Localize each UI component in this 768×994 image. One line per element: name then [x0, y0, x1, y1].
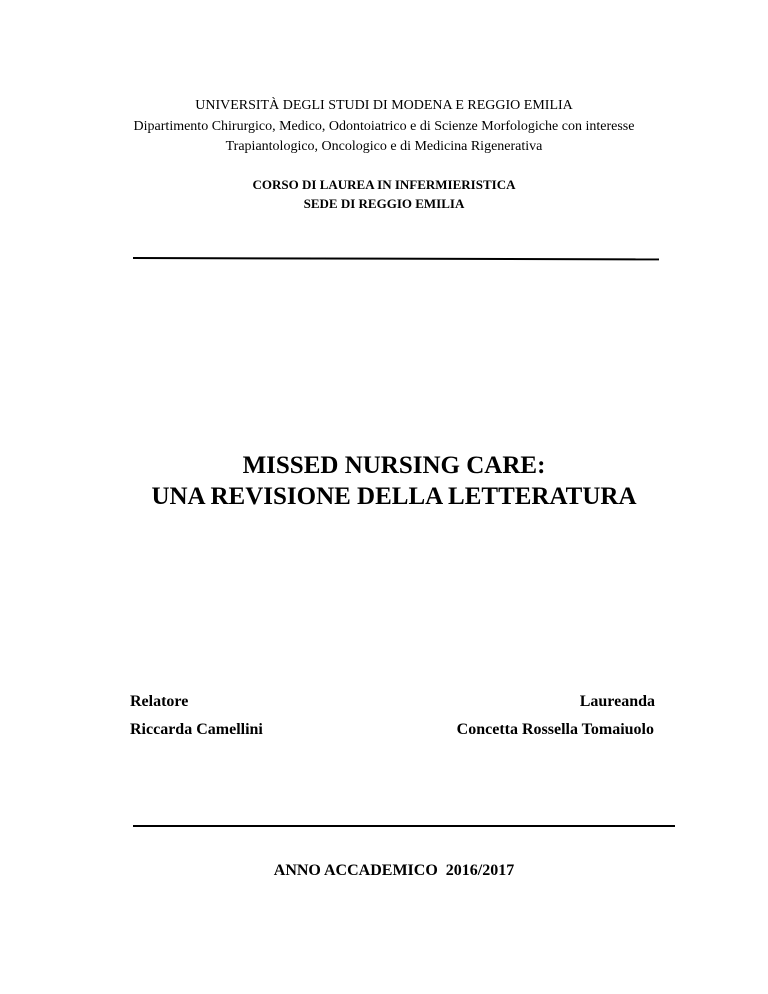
- university-name: UNIVERSITÀ DEGLI STUDI DI MODENA E REGGIO EMILIA: [195, 98, 573, 113]
- thesis-title-line-1: MISSED NURSING CARE:: [242, 452, 546, 479]
- bottom-divider: [133, 825, 675, 827]
- candidate-label: Laureanda: [579, 693, 655, 710]
- supervisor-label: Relatore: [130, 693, 189, 710]
- top-divider: [133, 257, 659, 260]
- course-seat: SEDE DI REGGIO EMILIA: [303, 196, 465, 211]
- department-line-2: Trapiantologico, Oncologico e di Medicina Rigenerativa: [225, 139, 543, 154]
- degree-course: CORSO DI LAUREA IN INFERMIERISTICA: [252, 177, 516, 192]
- supervisor-name: Riccarda Camellini: [130, 721, 263, 738]
- department-line-1: Dipartimento Chirurgico, Medico, Odontoiatrico e di Scienze Morfologiche con interesse: [133, 119, 635, 134]
- candidate-name: Concetta Rossella Tomaiuolo: [456, 721, 654, 738]
- thesis-title-line-2: UNA REVISIONE DELLA LETTERATURA: [151, 483, 637, 510]
- academic-year: ANNO ACCADEMICO 2016/2017: [273, 862, 515, 879]
